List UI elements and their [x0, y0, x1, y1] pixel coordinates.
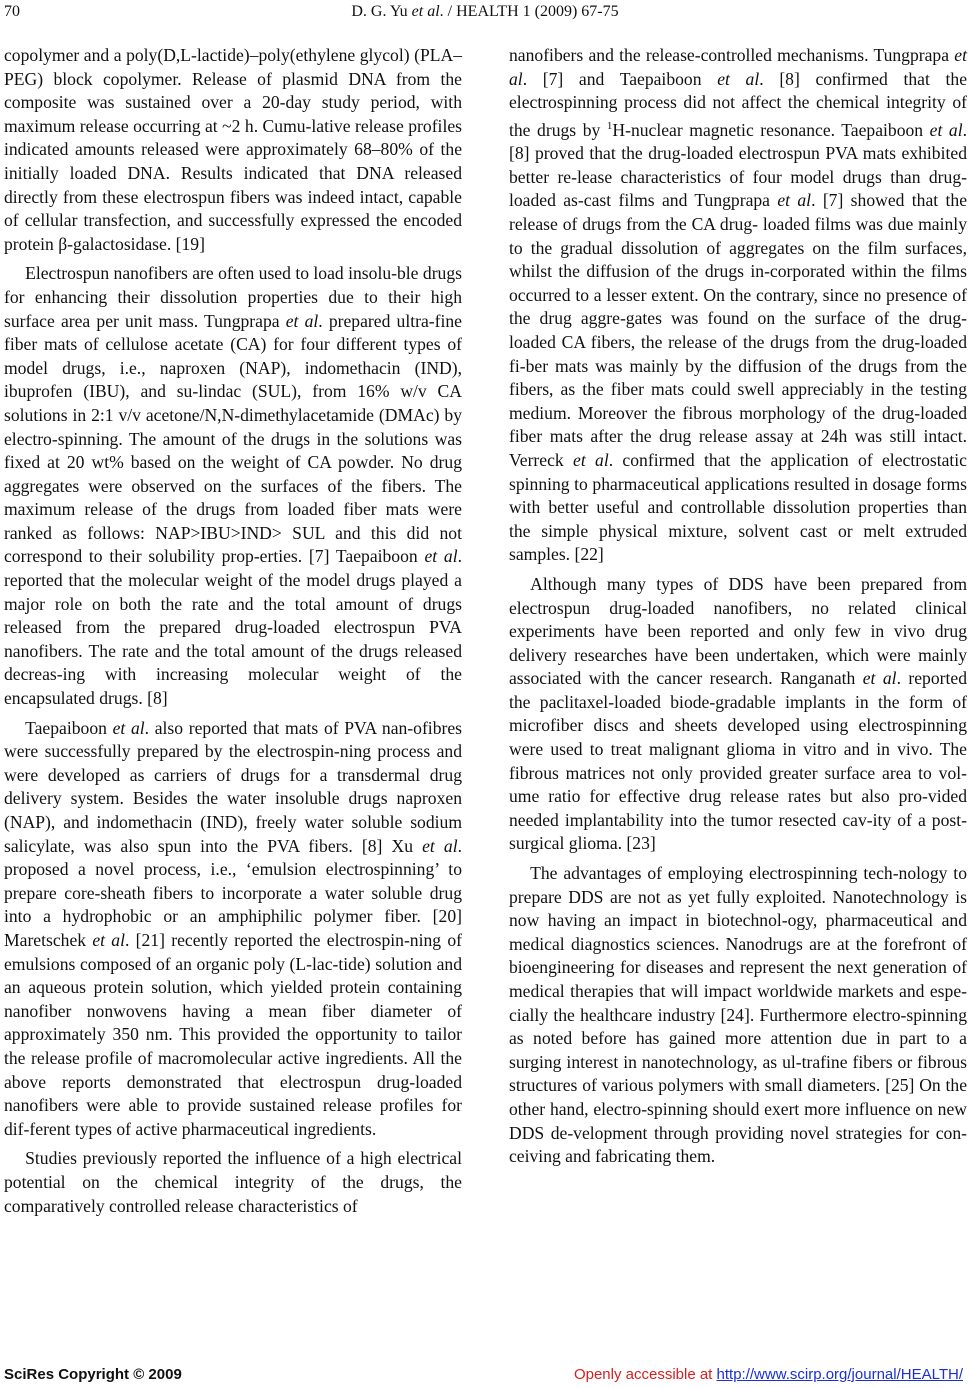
paragraph: The advantages of employing electrospinning tech-nology to prepare DDS are not as yet fully exploited. Nanotechnology is now having an impact in biotechnol-ogy, pharmaceutical and medical diagnostics sciences. Nanodrugs are at the forefront of bioengineering for diseases and represent the next generation of medical therapies that will impact worldwide markets and espe-cially the healthcare industry [24]. Furthermore electro-spinning as noted before has gained more attention due in part to a surging interest in nanotechnology, as ul-trafine fibers or fibrous structures of various polymers with small diameters. [25] On the other hand, electro-spinning should exert more influence on new DDS de-velopment through providing novel strategies for con-ceiving and fabricating them. — [509, 863, 967, 1167]
copyright-notice: SciRes Copyright © 2009 — [4, 1366, 182, 1383]
access-notice: Openly accessible at http://www.scirp.org/journal/HEALTH/ — [573, 1366, 963, 1383]
paragraph: copolymer and a poly(D,L-lactide)–poly(ethylene glycol) (PLA– PEG) block copolymer. Release of plasmid DNA from the composite was sustained over a 20-day study period, with maximum release occurring at ~2 h. Cumu-lative release profiles indicated amounts released were approximately 68–80% of the initially loaded DNA. Results indicated that DNA released directly from these electrospun fibers was indeed intact, capable of cellular transfection, and successfully expressed the encoded protein β-galactosidase. [19] — [4, 45, 462, 254]
paragraph: Electrospun nanofibers are often used to load insolu-ble drugs for enhancing their dissolution properties due to their high surface area per unit mass. Tungprapa et al. prepared ultra-fine fiber mats of cellulose acetate (CA) for four different types of model drugs, i.e., naproxen (NAP), indomethacin (IND), ibuprofen (IBU), and su-lindac (SUL), from 16% w/v CA solutions in 2:1 v/v acetone/N,N-dimethylacetamide (DMAc) by electro-spinning. The amount of the drugs in the solutions was fixed at 20 wt% based on the weight of CA powder. No drug aggregates were observed on the surfaces of the fibers. The maximum release of the drugs from loaded fiber mats were ranked as follows: NAP>IBU>IND> SUL and this did not correspond to their solubility prop-erties. [7] Taepaiboon et al. reported that the molecular weight of the model drugs played a major role on both the rate and the total amount of drugs released from the prepared drug-loaded electrospun PVA nanofibers. The rate and the total amount of the drugs released decreas-ing with increasing molecular weight of the encapsulated drugs. [8] — [4, 263, 462, 709]
paragraph: Taepaiboon et al. also reported that mats of PVA nan-ofibres were successfully prepared by the electrospin-ning process and were developed as carriers of drugs for a transdermal drug delivery system. Besides the water insoluble drugs naproxen (NAP), and indomethacin (IND), freely water soluble sodium salicylate, was also spun into the PVA fibers. [8] Xu et al. proposed a novel process, i.e., ‘emulsion electrospinning’ to prepare core-sheath fibers to incorporate a water soluble drug into a hydrophobic or an amphiphilic polymer fiber. [20] Maretschek et al. [21] recently reported the electrospin-ning of emulsions composed of an organic poly (L-lac-tide) solution and an aqueous protein solution, which yielded protein containing nanofiber nonwovens having a mean fiber diameter of approximately 350 nm. This provided the opportunity to tailor the release profile of macromolecular active ingredients. All the above reports demonstrated that electrospun drug-loaded nanofibers were able to provide sustained release profiles for dif-ferent types of active pharmaceutical ingredients. — [4, 717, 463, 1139]
journal-link[interactable]: http://www.scirp.org/journal/HEALTH/ — [716, 1366, 963, 1383]
page-number: 70 — [4, 3, 20, 20]
left-column — [4, 44, 462, 1224]
right-column — [509, 44, 967, 1175]
running-title: D. G. Yu et al. / HEALTH 1 (2009) 67-75 — [351, 3, 619, 20]
paragraph: Although many types of DDS have been prepared from electrospun drug-loaded nanofibers, no related clinical experiments have been reported and only few in vivo drug delivery researches have been undertaken, which were mainly associated with the cancer research. Ranganath et al. reported the paclitaxel-loaded biode-gradable implants in the form of microfiber discs and sheets developed using electrospinning were used to treat malignant glioma in vitro and in vivo. The fibrous matrices not only provided greater surface area to vol-ume ratio for effective drug release rates but also pro-vided needed implantability into the tumor resected cav-ity of a post-surgical glioma. [23] — [509, 573, 967, 854]
paragraph: Studies previously reported the influence of a high electrical potential on the chemical integrity of the drugs, the comparatively controlled release characteristics of — [4, 1148, 462, 1216]
paragraph: nanofibers and the release-controlled mechanisms. Tungprapa et al. [7] and Taepaiboon et al. [8] confirmed that the electrospinning process did not affect the chemical integrity of the drugs by $^1$H-nuclear magnetic resonance. Taepaiboon et al. [8] proved that the drug-loaded electrospun PVA mats exhibited better re-lease characteristics of four model drugs than drug-loaded as-cast films and Tungprapa et al. [7] showed that the release of drugs from the CA drug- loaded films was due mainly to the gradual dissolution of aggregates on the film surfaces, whilst the diffusion of the drugs in-corporated within the films occurred to a lesser extent. On the contrary, since no presence of the drug aggre-gates was found on the surface of the drug-loaded CA fibers, the release of the drugs from the drug-loaded fi-ber mats was mainly by the diffusion of the drugs from the fibers, as the fiber mats could swell appreciably in the testing medium. Moreover the fibrous morphology of the drug-loaded fiber mats after the drug release assay at 24h was still intact. Verreck et al. confirmed that the application of electrostatic spinning to pharmaceutical applications resulted in dosage forms with better useful and controllable dissolution properties than the simple physical mixture, solvent cast or melt extruded samples. [22] — [509, 45, 968, 565]
page-header — [0, 3, 970, 25]
page-footer — [0, 1366, 970, 1386]
